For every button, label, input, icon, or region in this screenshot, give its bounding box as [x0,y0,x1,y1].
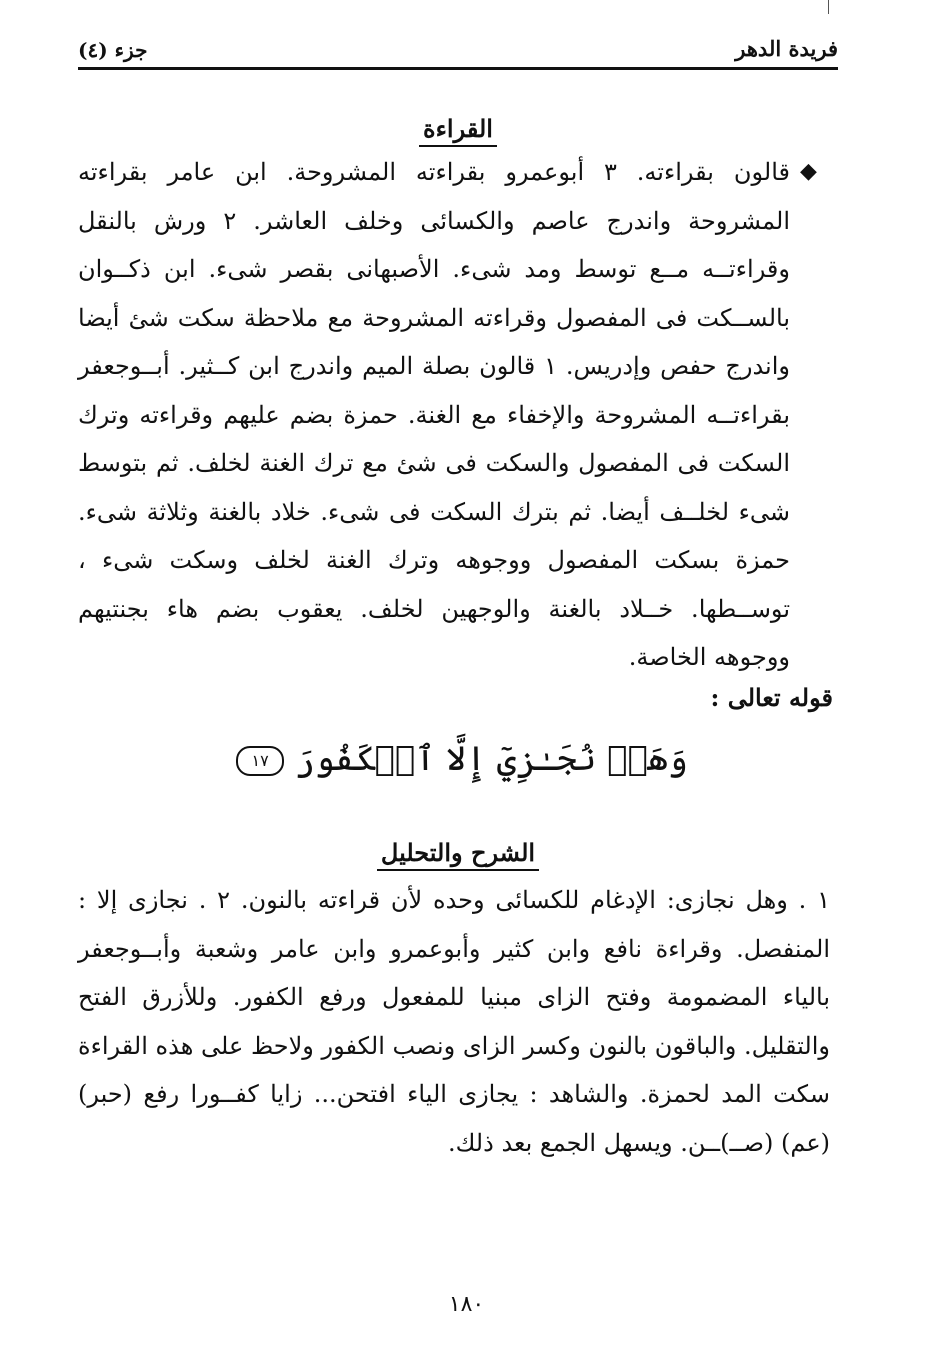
header-rule [78,67,838,70]
qiraah-heading-text: القراءة [419,114,497,147]
margin-tick [828,0,829,14]
verse-text: وَهَلۡ نُجَـٰزِيٓ إِلَّا ٱلۡكَفُورَ [294,739,688,779]
ayah-number-mark [236,746,284,776]
sharh-heading [78,838,838,867]
page-number: ١٨٠ [448,1292,485,1317]
qiraah-paragraph: قالون بقراءته. ٣ أبوعمرو بقراءته المشروحة. ابن عامر بقراءته المشروحة واندرج عاصم والكسائى وخلف العاشر. ٢ ورش بالنقل وقراءتــه مــع توسط ومد شىء. الأصبهانى بقصر شىء. ابن ذكــوان بالســكت فى المفصول وقراءته المشروحة مع ملاحظة سكت شئ أيضا واندرج حفص وإدريس. ١ قالون بصلة الميم واندرج ابن كــثير. أبــوجعفر بقراءتــه المشروحة والإخفاء مع الغنة. حمزة بضم عليهم وقراءته وترك السكت فى المفصول والسكت فى شئ مع ترك الغنة لخلف. ثم بتوسط شىء لخلــف أيضا. ثم بترك السكت فى شىء. خلاد بالغنة وثلاثة شىء. حمزة بسكت المفصول ووجوهه وترك الغنة لخلف وسكت شىء ، توســطها. خــلاد بالغنة والوجهين لخلف. يعقوب بضم هاء بجنتيهم ووجوهه الخاصة. [78,158,790,671]
quran-verse [78,738,838,779]
running-header [78,30,838,70]
sharh-paragraph: ١ . وهل نجازى: الإدغام للكسائى وحده لأن قراءته بالنون. ٢ . نجازى إلا : المنفصل. وقراءة نافع وابن كثير وأبوعمرو وابن عامر وشعبة وأبــوجعفر بالياء المضمومة وفتح الزاى مبنيا للمفعول ورفع الكفور. وللأزرق الفتح والتقليل. والباقون بالنون وكسر الزاى ونصب الكفور ولاحظ على هذه القراءة سكت المد لحمزة. والشاهد : يجازى الياء افتحن... زايا كفــورا رفع (حبر) (عم) (صــ)ــن. ويسهل الجمع بعد ذلك. [78,886,831,1157]
part-number: جزء (٤) [78,38,148,62]
bullet-diamond: ◆ [800,159,817,184]
book-title: فريدة الدهر [735,36,838,61]
qiraah-heading [78,114,838,143]
sharh-heading-text: الشرح والتحليل [377,838,539,871]
qawluhu-label: قوله تعالى : [710,683,833,712]
ayah-number: ١٧ [251,751,269,770]
